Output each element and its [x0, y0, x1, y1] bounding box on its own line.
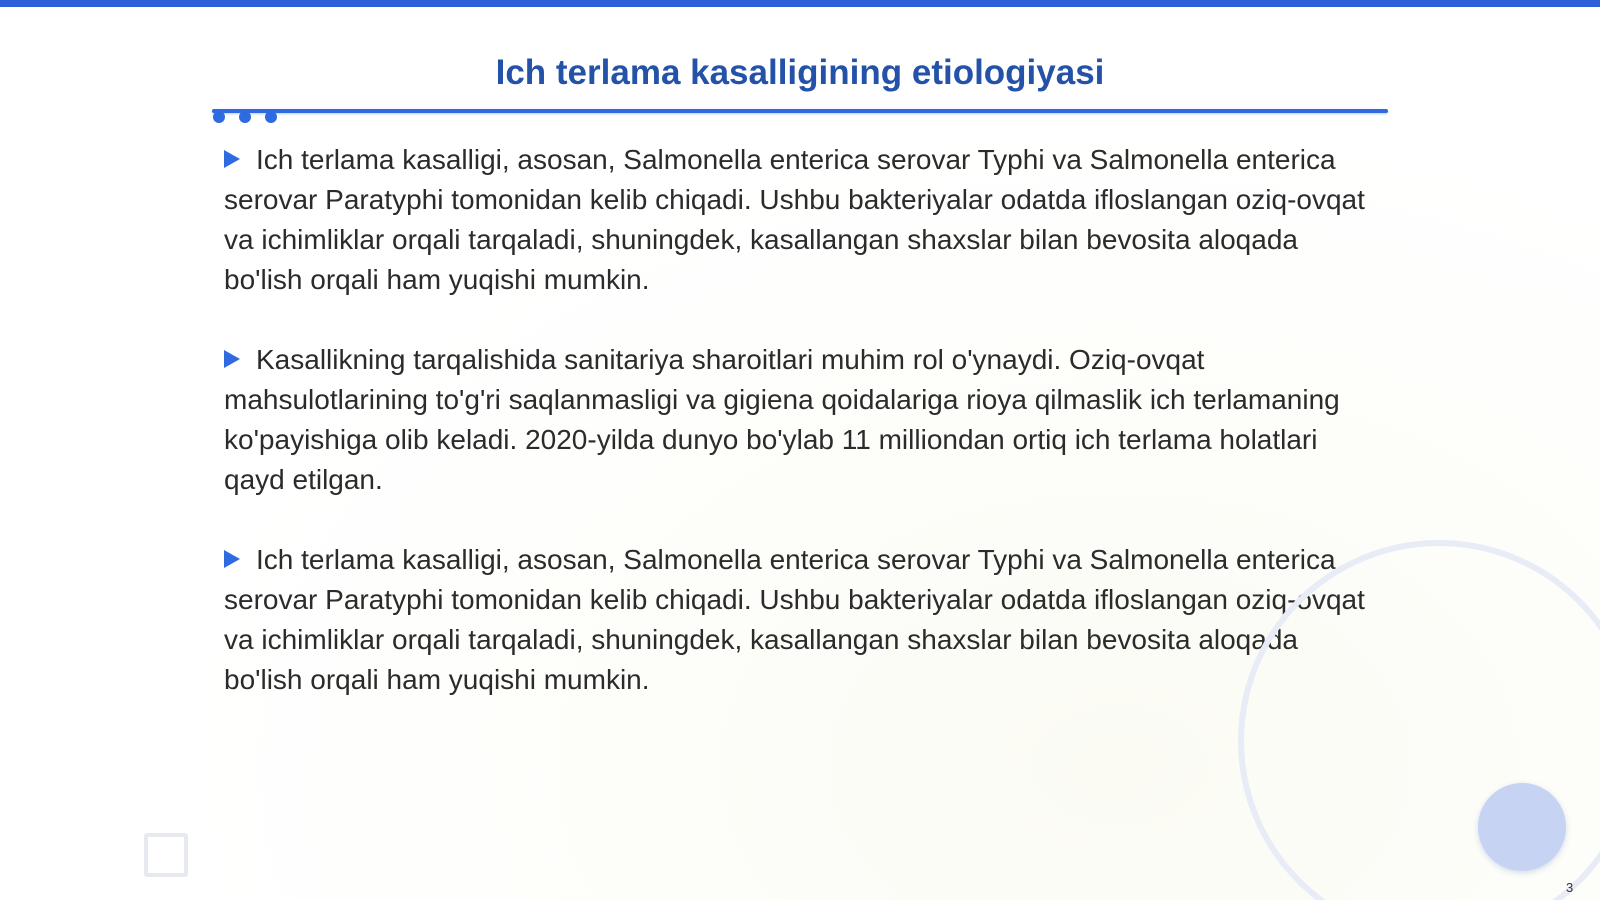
- bullet-item: [224, 140, 1374, 300]
- bullet-list: [224, 140, 1374, 740]
- top-accent-bar: [0, 0, 1600, 7]
- bullet-text: Ich terlama kasalligi, asosan, Salmonella enterica serovar Typhi va Salmonella enterica serovar Paratyphi tomonidan kelib chiqadi. Ushbu bakteriyalar odatda ifloslangan oziq-ovqat va ichimliklar orqali tarqaladi, shuningdek, kasallangan shaxslar bilan bevosita aloqada bo'lish orqali ham yuqishi mumkin.: [224, 144, 1365, 295]
- bullet-item: [224, 540, 1374, 700]
- decorative-dot: [213, 111, 225, 123]
- title-underline: [212, 109, 1388, 113]
- triangle-right-icon: [224, 150, 240, 168]
- decorative-circle: [1478, 783, 1566, 871]
- bullet-text: Kasallikning tarqalishida sanitariya sharoitlari muhim rol o'ynaydi. Oziq-ovqat mahsulotlarining to'g'ri saqlanmasligi va gigiena qoidalariga rioya qilmaslik ich terlamaning ko'payishiga olib keladi. 2020-yilda dunyo bo'ylab 11 milliondan ortiq ich terlama holatlari qayd etilgan.: [224, 344, 1340, 495]
- decorative-dot: [239, 111, 251, 123]
- page-number: 3: [1566, 880, 1574, 895]
- triangle-right-icon: [224, 550, 240, 568]
- decorative-square: [144, 833, 188, 877]
- decorative-dot: [265, 111, 277, 123]
- bullet-text: Ich terlama kasalligi, asosan, Salmonella enterica serovar Typhi va Salmonella enterica serovar Paratyphi tomonidan kelib chiqadi. Ushbu bakteriyalar odatda ifloslangan oziq-ovqat va ichimliklar orqali tarqaladi, shuningdek, kasallangan shaxslar bilan bevosita aloqada bo'lish orqali ham yuqishi mumkin.: [224, 544, 1365, 695]
- triangle-right-icon: [224, 350, 240, 368]
- slide-title: Ich terlama kasalligining etiologiyasi: [495, 53, 1105, 92]
- bullet-item: [224, 340, 1374, 500]
